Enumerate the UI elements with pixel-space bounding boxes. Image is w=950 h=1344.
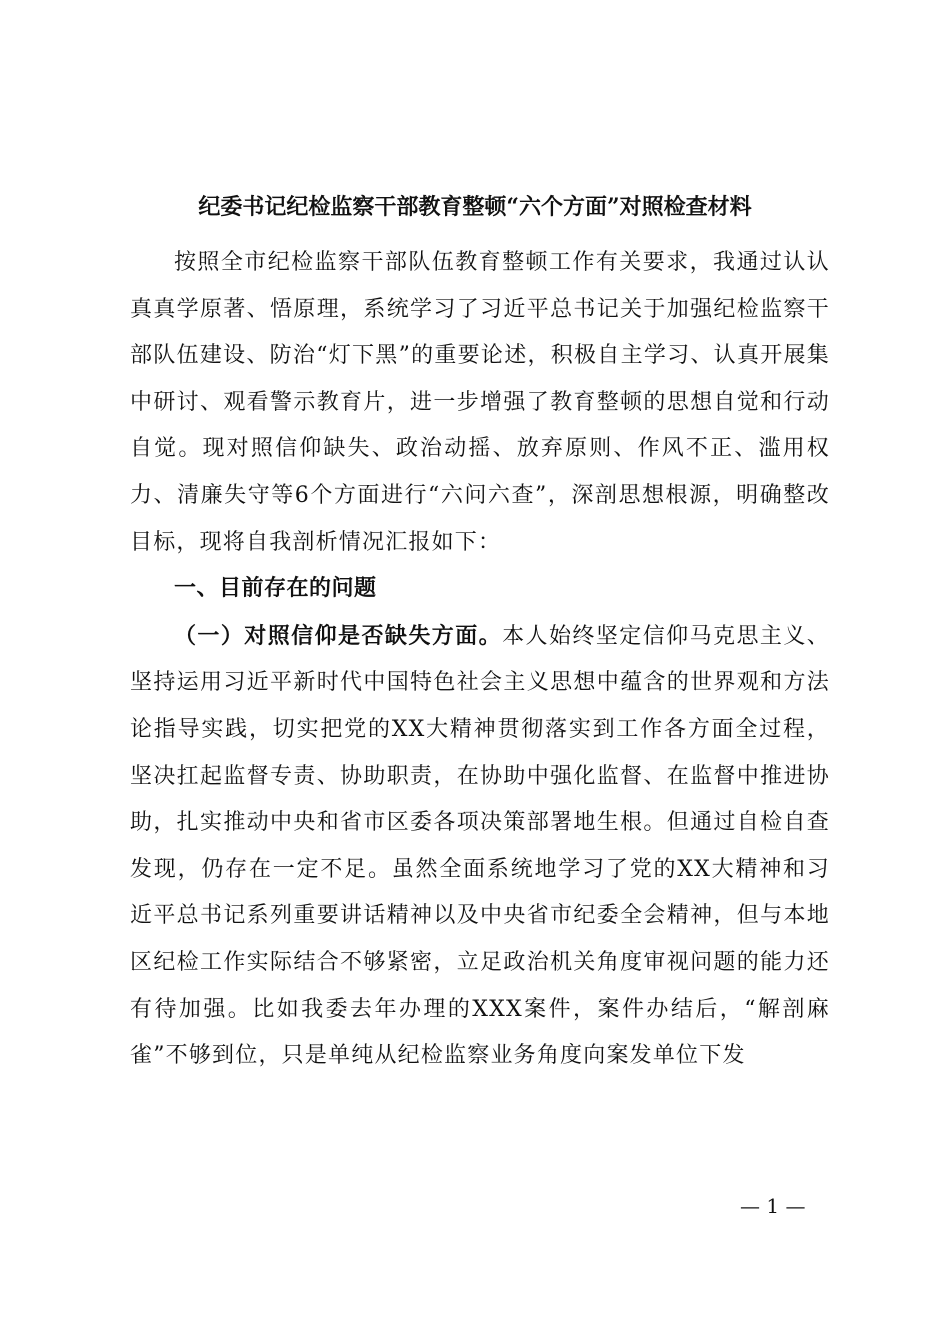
item-text: 本人始终坚定信仰马克思主义、坚持运用习近平新时代中国特色社会主义思想中蕴含的世界观和方法论指导实践，切实把党的XX大精神贯彻落实到工作各方面全过程，坚决扛起监督专责、协助职责，在协助中强化监督、在监督中推进协助，扎实推动中央和省市区委各项决策部署地生根。但通过自检自查发现，仍存在一定不足。虽然全面系统地学习了党的XX大精神和习近平总书记系列重要讲话精神以及中央省市纪委全会精神，但与本地区纪检工作实际结合不够紧密，立足政治机关角度审视问题的能力还有待加强。比如我委去年办理的XXX案件，案件办结后，“解剖麻雀”不够到位，只是单纯从纪检监察业务角度向案发单位下发 — [130, 623, 830, 1069]
section-heading: 一、目前存在的问题 — [174, 576, 377, 602]
document-body — [130, 240, 830, 1080]
item-heading: （一）对照信仰是否缺失方面。 — [174, 622, 503, 649]
intro-paragraph: 按照全市纪检监察干部队伍教育整顿工作有关要求，我通过认认真真学原著、悟原理，系统学习了习近平总书记关于加强纪检监察干部队伍建设、防治“灯下黑”的重要论述，积极自主学习、认真开展集中研讨、观看警示教育片，进一步增强了教育整顿的思想自觉和行动自觉。现对照信仰缺失、政治动摇、放弃原则、作风不正、滥用权力、清廉失守等6个方面进行“六问六查”，深剖思想根源，明确整改目标，现将自我剖析情况汇报如下： — [130, 250, 830, 555]
page-number: — 1 — — [740, 1194, 806, 1218]
item-paragraph — [130, 613, 830, 1080]
document-title: 纪委书记纪检监察干部教育整顿“六个方面”对照检查材料 — [198, 194, 752, 220]
